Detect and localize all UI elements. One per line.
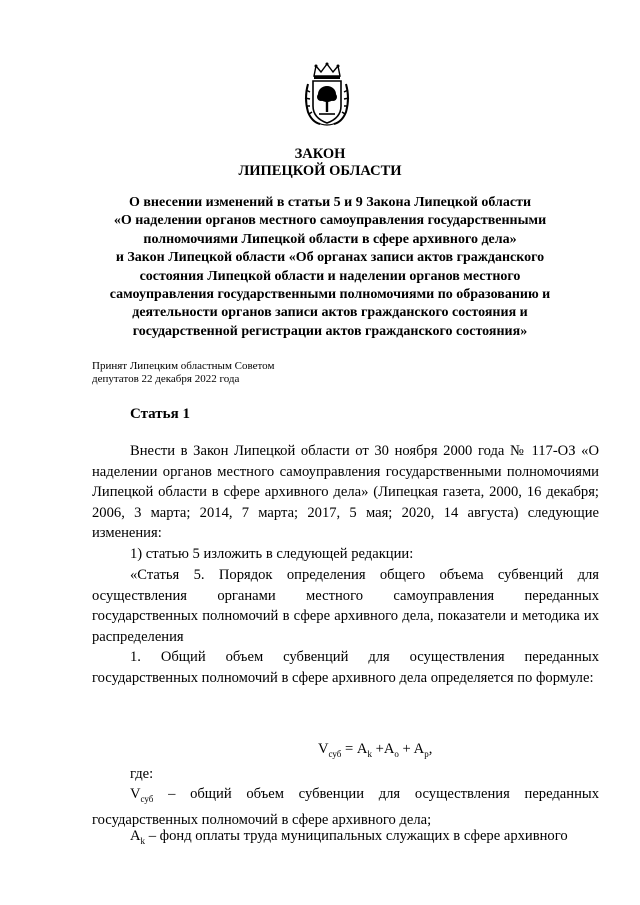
def-v-text: – общий объем субвенции для осуществления переданных государственных полномочий в сфере архивного дела; (92, 786, 599, 828)
def-v-symbol: V (130, 786, 141, 802)
formula-eq: = (341, 741, 357, 757)
subtitle-line: полномочиями Липецкой области в сфере архивного дела» (143, 231, 517, 247)
subtitle-line: и Закон Липецкой области «Об органах записи актов гражданского (115, 250, 545, 266)
formula-plus2: + (398, 741, 414, 757)
where-label: где: (130, 766, 154, 782)
quoted-article-title: «Статья 5. Порядок определения общего объема субвенций для осуществления органами местного самоуправления переданных государственных полномочий в сфере архивного дела, показатели и методика их распределения (92, 567, 599, 645)
formula-tail: , (428, 741, 433, 757)
intro-paragraph: Внести в Закон Липецкой области от 30 ноября 2000 года № 117-ОЗ «О наделении органов местного самоуправления государственными полномочиями Липецкой области в сфере архивного дела» (Липецкая газета, 2000, 16 декабря; 2006, 3 марта; 2014, 7 марта; 2017, 5 мая; 2020, 14 августа) следующие изменения: (92, 443, 599, 542)
formula (318, 741, 432, 759)
subtitle-line: «О наделении органов местного самоуправления государственными (113, 213, 547, 229)
article-heading: Статья 1 (130, 406, 190, 422)
def-v-sub: суб (140, 793, 154, 804)
item-1: 1) статью 5 изложить в следующей редакции: (130, 546, 414, 562)
definition-ak (92, 826, 599, 852)
subtitle-line: государственной регистрации актов гражданского состояния» (132, 323, 528, 339)
formula-plus1: + (371, 741, 384, 757)
def-ak-symbol: A (130, 828, 141, 844)
coat-of-arms-icon (302, 62, 352, 128)
point-1: 1. Общий объем субвенций для осуществления переданных государственных полномочий в сфере архивного дела определяется по формуле: (92, 649, 599, 686)
adoption-note (92, 360, 392, 386)
formula-a2: A (383, 741, 395, 757)
subtitle-line: деятельности органов записи актов гражданского состояния и (132, 305, 528, 321)
def-ak-text: – фонд оплаты труда муниципальных служащих в сфере архивного (145, 828, 568, 844)
law-title: ЗАКОН (294, 146, 346, 162)
formula-a3-sub: р (424, 748, 429, 759)
formula-v-sub: суб (328, 748, 342, 759)
adoption-line: Принят Липецким областным Советом (92, 360, 275, 372)
formula-a1-sub: k (367, 748, 372, 759)
subtitle-line: О внесении изменений в статьи 5 и 9 Закона Липецкой области (128, 195, 532, 210)
adoption-line: депутатов 22 декабря 2022 года (92, 373, 240, 385)
formula-a3: A (413, 741, 425, 757)
definition-v (92, 784, 599, 830)
subtitle-line: состояния Липецкой области и наделении органов местного (139, 268, 521, 284)
law-subtitle (70, 194, 590, 341)
subtitle-line: самоуправления государственными полномочиями по образованию и (109, 287, 551, 303)
def-ak-sub: k (140, 835, 146, 846)
formula-a1: A (356, 741, 368, 757)
formula-a2-sub: o (394, 748, 399, 759)
region-title: ЛИПЕЦКОЙ ОБЛАСТИ (238, 163, 402, 179)
formula-v: V (318, 741, 329, 757)
